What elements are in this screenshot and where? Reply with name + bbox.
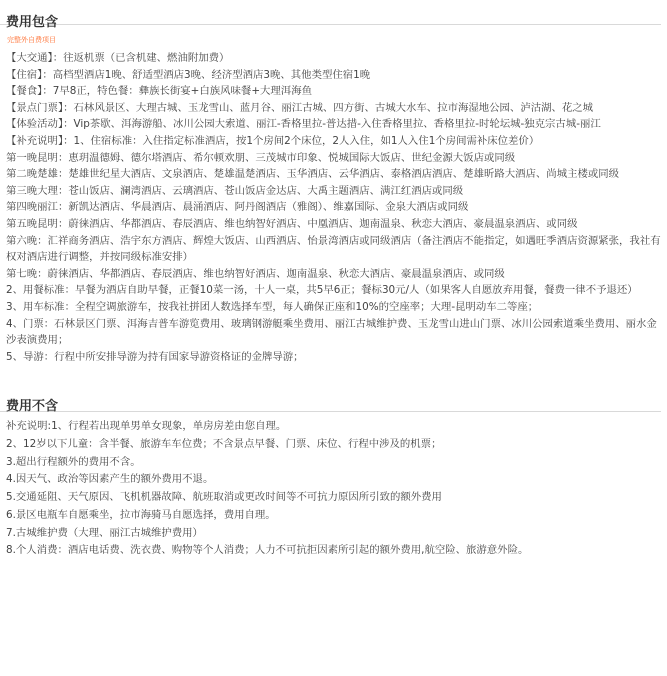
list-item: 2、用餐标准：早餐为酒店自助早餐，正餐10菜一汤，十人一桌，共5早6正；餐标30元/人（如果客人自愿放弃用餐，餐费一律不予退还） (6, 284, 638, 297)
list-item: 3.超出行程额外的费用不含。 (6, 455, 141, 468)
list-item: 5、导游：行程中所安排导游为持有国家导游资格证的金牌导游； (6, 350, 304, 363)
list-item: 5.交通延阻、天气原因、飞机机器故障、航班取消或更改时间等不可抗力原因所引致的额外费用 (6, 491, 442, 504)
list-item: 2、12岁以下儿童：含半餐、旅游车车位费；不含景点早餐、门票、床位、行程中涉及的机票； (6, 437, 442, 450)
list-item: 第七晚：蔚徕酒店、华都酒店、春辰酒店、维也纳智好酒店、迦南温泉、秋恋大酒店、豪晨温泉酒店、或同级 (6, 267, 505, 280)
list-item: 第三晚大理：苍山饭店、澜湾酒店、云璃酒店、苍山饭店金达店、大禹主题酒店、满江红酒店或同级 (6, 184, 464, 197)
list-item: 第六晚：汇祥商务酒店、浩宇东方酒店、辉煌大饭店、山西酒店、怡景湾酒店或同级酒店（备注酒店不能指定，如遇旺季酒店资源紧张，我社有权对酒店进行调整，并按同级标准安排） (6, 234, 661, 264)
list-item: 4、门票：石林景区门票、洱海吉普车游览费用、玻璃钢游艇乘坐费用、丽江古城维护费、玉龙雪山进山门票、冰川公园索道乘坐费用、丽水金沙表演费用； (6, 317, 657, 347)
list-item: 【体验活动】：Vip茶歇、洱海游船、冰川公园大索道、丽江-香格里拉-普达措-入住香格里拉、香格里拉-时轮坛城-独克宗古城-丽江 (6, 118, 601, 131)
list-item: 补充说明:1、行程若出现单男单女现象，单房房差由您自理。 (6, 420, 287, 433)
list-item: 【餐食】：7早8正，特色餐：彝族长街宴+白族风味餐+大理洱海鱼 (6, 85, 312, 98)
extra-fee-badge: 完整外自费项目 (7, 36, 56, 44)
section-divider (0, 24, 661, 25)
fee-excluded-section (0, 389, 667, 560)
list-item: 第一晚昆明：恵玥温德姆、德尔塔酒店、希尔顿欢朋、三茂城市印象、悦城国际大饭店、世纪金源大饭店或同级 (6, 151, 516, 164)
list-item: 【住宿】：高档型酒店1晚、舒适型酒店3晚、经济型酒店3晚、其他类型住宿1晚 (6, 68, 371, 81)
list-item: 第二晚楚雄：楚雄世纪星大酒店、文泉酒店、楚雄温楚酒店、玉华酒店、云华酒店、泰格酒店酒店、楚雄昕路大酒店、尚城主楼或同级 (6, 168, 620, 181)
fee-included-title: 费用包含 (6, 15, 59, 30)
list-item: 8.个人消费：酒店电话费、洗衣费、购物等个人消费；人力不可抗拒因素所引起的额外费用,航空险、旅游意外险。 (6, 544, 529, 557)
list-item: 【补充说明】：1、住宿标准：入住指定标准酒店，按1个房间2个床位，2人入住，如1人入住1个房间需补床位差价） (6, 134, 540, 147)
list-item: 第五晚昆明：蔚徕酒店、华都酒店、春辰酒店、维也纳智好酒店、中凰酒店、迦南温泉、秋恋大酒店、豪晨温泉酒店、或同级 (6, 217, 578, 230)
fee-included-list (0, 46, 667, 365)
fee-excluded-list (0, 412, 667, 560)
list-item: 4.因天气、政治等因素产生的额外费用不退。 (6, 473, 214, 486)
list-item: 3、用车标准：全程空调旅游车，按我社拼团人数选择车型，每人确保正座和10%的空座率；大理-昆明动车二等座； (6, 300, 539, 313)
fee-excluded-title: 费用不含 (6, 399, 59, 415)
list-item: 第四晚丽江：新凯达酒店、华晨酒店、晨涌酒店、阿丹阁酒店（雅阁）、维嘉国际、金泉大酒店或同级 (6, 201, 469, 214)
list-item: 7.古城维护费（大理、丽江古城维护费用） (6, 526, 203, 539)
list-item: 6.景区电瓶车自愿乘坐，拉市海骑马自愿选择，费用自理。 (6, 508, 276, 521)
list-item: 【景点门票】：石林风景区、大理古城、玉龙雪山、蓝月谷、丽江古城、四方街、古城大水车、拉市海湿地公园、泸沽湖、花之城 (6, 101, 594, 114)
list-item: 【大交通】：往返机票（已含机建、燃油附加费） (6, 52, 230, 64)
